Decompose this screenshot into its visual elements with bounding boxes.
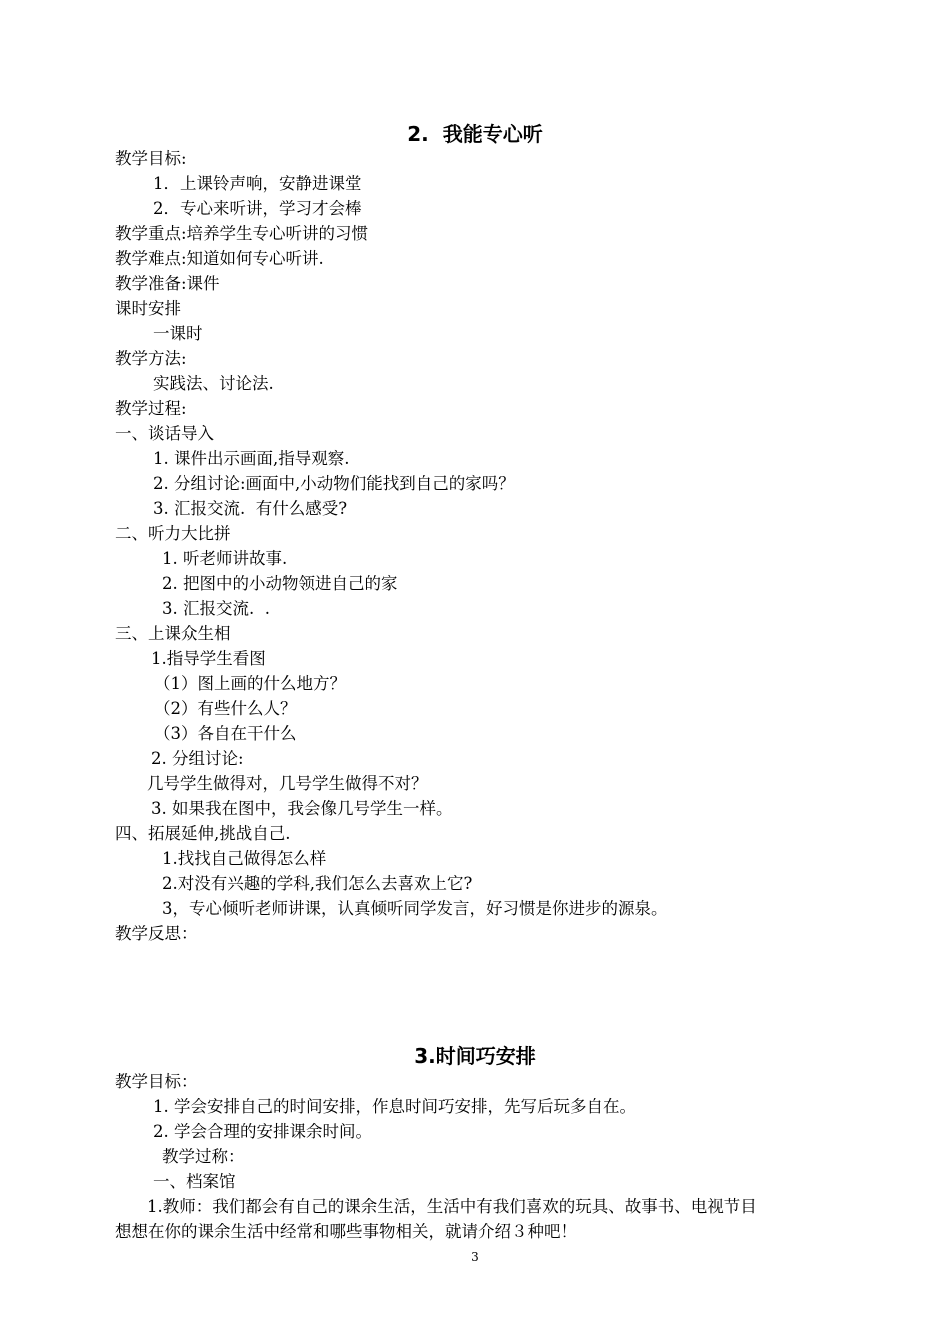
lesson2-line-8: 一课时	[153, 324, 203, 343]
lesson2-line-10: 实践法、讨论法.	[153, 374, 274, 393]
lesson2-line-6: 教学准备:课件	[115, 274, 220, 293]
lesson2-line-19: 3. 汇报交流. .	[162, 599, 270, 618]
lesson2-line-1: 教学目标:	[115, 149, 187, 168]
lesson2-line-16: 二、听力大比拼	[115, 524, 231, 543]
lesson2-line-14: 2. 分组讨论:画面中,小动物们能找到自己的家吗？	[153, 474, 515, 493]
lesson2-line-29: 1.找找自己做得怎么样	[162, 849, 327, 868]
lesson2-title: 2. 我能专心听	[407, 122, 543, 146]
lesson3-line-2: 1. 学会安排自己的时间安排，作息时间巧安排，先写后玩多自在。	[153, 1097, 636, 1116]
lesson3-line-5: 一、档案馆	[153, 1172, 236, 1191]
lesson3-line-7: 想想在你的课余生活中经常和哪些事物相关，就请介绍３种吧！	[115, 1222, 577, 1241]
lesson2-line-3: 2．专心来听讲，学习才会棒	[153, 199, 362, 218]
lesson2-line-20: 三、上课众生相	[115, 624, 231, 643]
lesson2-line-17: 1. 听老师讲故事.	[162, 549, 288, 568]
lesson2-line-27: 3. 如果我在图中，我会像几号学生一样。	[151, 799, 453, 818]
lesson2-line-4: 教学重点:培养学生专心听讲的习惯	[115, 224, 369, 243]
lesson2-line-23: （2）有些什么人？	[154, 699, 297, 718]
lesson2-line-7: 课时安排	[115, 299, 181, 318]
lesson2-line-12: 一、谈话导入	[115, 424, 214, 443]
lesson2-line-24: （3）各自在干什么	[154, 724, 297, 743]
lesson2-line-25: 2. 分组讨论:	[151, 749, 244, 768]
lesson2-line-18: 2. 把图中的小动物领进自己的家	[162, 574, 398, 593]
lesson3-line-6: 1.教师：我们都会有自己的课余生活，生活中有我们喜欢的玩具、故事书、电视节目	[147, 1197, 757, 1216]
lesson2-line-31: 3，专心倾听老师讲课，认真倾听同学发言，好习惯是你进步的源泉。	[162, 899, 668, 918]
lesson3-title: 3.时间巧安排	[414, 1044, 536, 1068]
lesson2-line-28: 四、拓展延伸,挑战自己.	[115, 824, 291, 843]
lesson2-line-15: 3. 汇报交流. 有什么感受?	[153, 499, 348, 518]
lesson2-line-26: 几号学生做得对，几号学生做得不对？	[147, 774, 428, 793]
lesson2-line-22: （1）图上画的什么地方？	[154, 674, 346, 693]
lesson3-line-1: 教学目标：	[115, 1072, 198, 1091]
lesson2-line-30: 2.对没有兴趣的学科,我们怎么去喜欢上它?	[162, 874, 473, 893]
lesson2-line-5: 教学难点:知道如何专心听讲.	[115, 249, 324, 268]
lesson2-line-9: 教学方法:	[115, 349, 187, 368]
lesson2-line-32: 教学反思：	[115, 924, 198, 943]
page-number: 3	[471, 1250, 479, 1264]
lesson2-line-13: 1. 课件出示画面,指导观察.	[153, 449, 350, 468]
lesson2-line-11: 教学过程:	[115, 399, 187, 418]
lesson3-line-3: 2. 学会合理的安排课余时间。	[153, 1122, 372, 1141]
lesson3-line-4: 教学过称：	[162, 1147, 245, 1166]
lesson2-line-21: 1.指导学生看图	[151, 649, 266, 668]
lesson2-line-2: 1．上课铃声响，安静进课堂	[153, 174, 362, 193]
